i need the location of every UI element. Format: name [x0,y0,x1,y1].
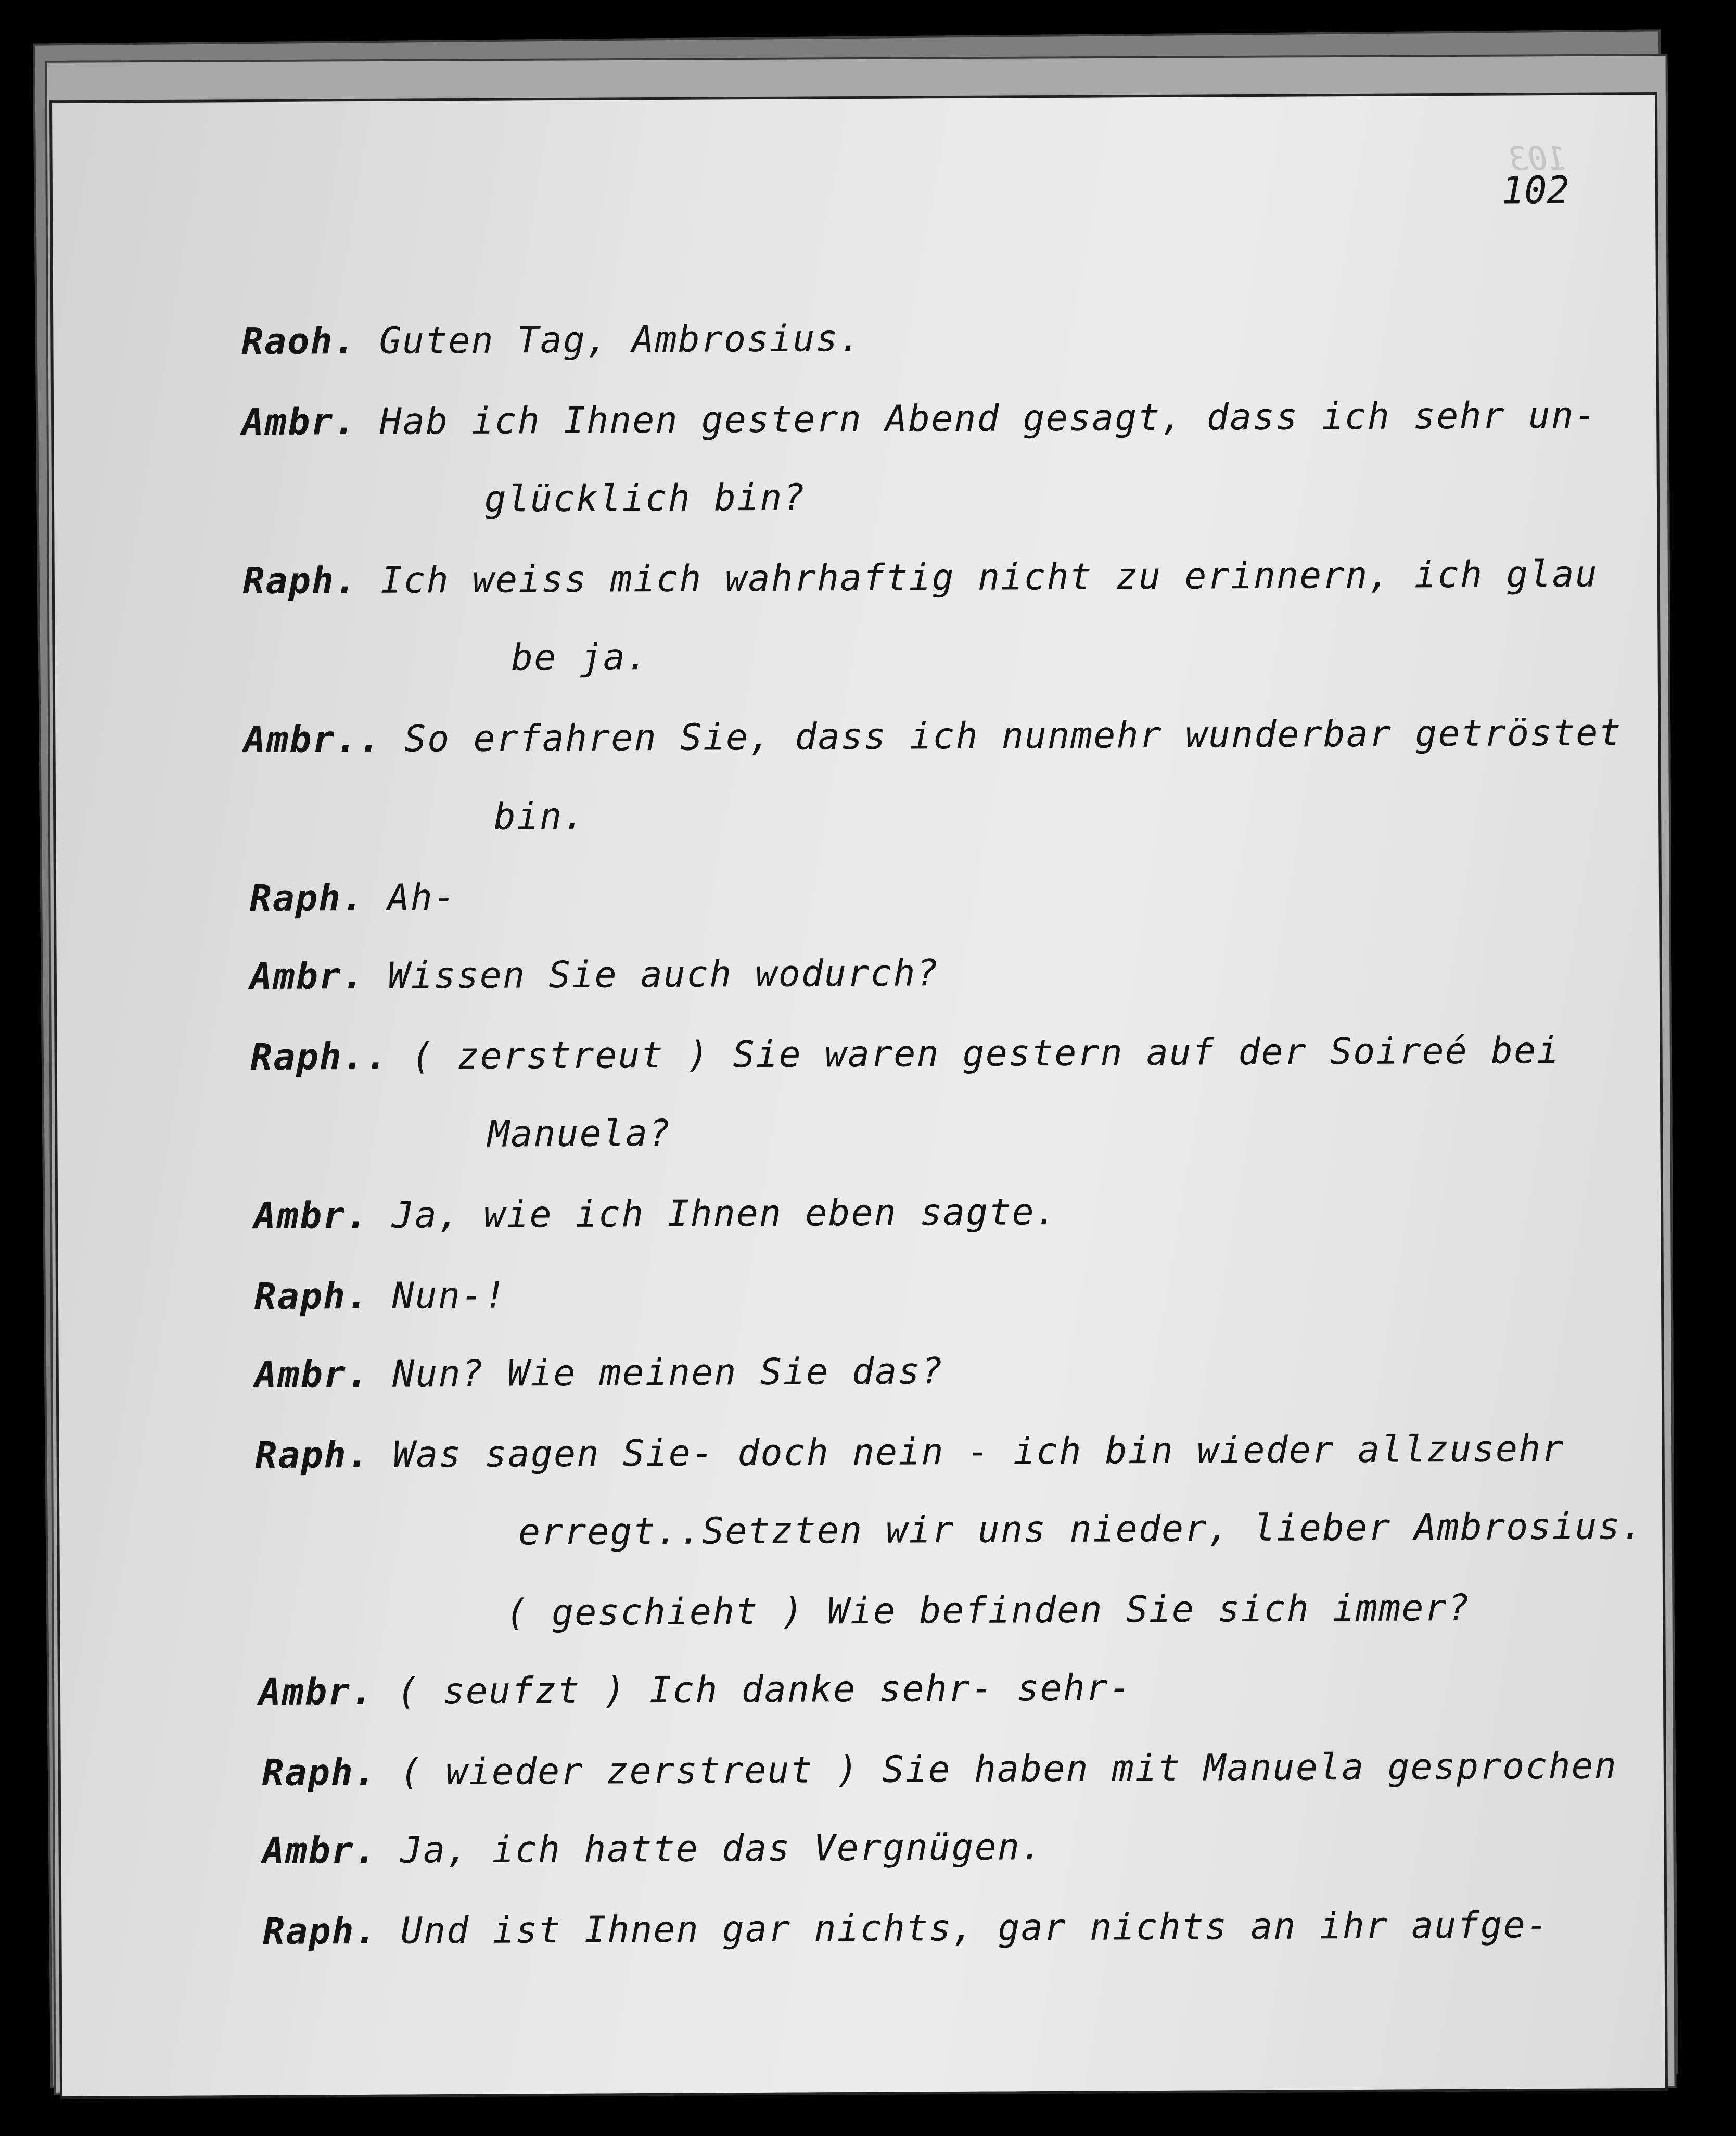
line-text: So erfahren Sie, dass ich nunmehr wunderbar getröstet [404,711,1622,760]
line-text: Manuela? [487,1111,672,1155]
speaker-label: Raph. [254,1433,371,1477]
line-text: Nun? Wie meinen Sie das? [392,1350,944,1395]
speaker-label: Raoh. [241,320,356,363]
speaker-label: Raph. [249,876,365,920]
line-text: be ja. [510,635,649,679]
line-text: bin. [493,794,586,838]
line-text: Wissen Sie auch wodurch? [388,951,939,997]
speaker-label: Raph.. [250,1035,389,1079]
line-text: Ja, ich hatte das Vergnügen. [400,1825,1044,1872]
speaker-label: Raph. [262,1909,378,1953]
line-text: Ah- [387,876,457,919]
speaker-label: Ambr. [259,1670,374,1714]
speaker-label: Ambr.. [243,717,382,761]
line-text: ( seufzt ) Ich danke sehr- sehr- [397,1666,1132,1713]
dialogue-line-2 [150,361,1598,478]
speaker-label: Ambr. [241,400,357,444]
bleed-through-page-number: 103 [1508,139,1567,178]
speaker-label: Ambr. [250,954,365,998]
page-number: 102 [1501,168,1570,212]
dialogue-line-21 [171,1870,1550,1987]
speaker-label: Raph. [262,1750,377,1795]
line-text: ( zerstreut ) Sie waren gestern auf der Soireé bei [411,1028,1560,1078]
speaker-label: Ambr. [254,1352,370,1396]
typewritten-page [49,92,1668,2099]
line-text: Guten Tag, Ambrosius. [379,316,862,362]
speaker-label: Raph. [254,1274,369,1318]
dialogue-line-10 [158,996,1560,1112]
line-text: erregt..Setzten wir uns nieder, lieber Ambrosius. [518,1505,1644,1554]
line-text: Ja, wie ich Ihnen eben sagte. [391,1190,1058,1237]
line-text: ( geschieht ) Wie befinden Sie sich immer? [505,1586,1471,1634]
line-text: Was sagen Sie- doch nein - ich bin wieder allzusehr [392,1427,1565,1476]
speaker-label: Ambr. [253,1193,369,1238]
line-text: ( wieder zerstreut ) Sie haben mit Manuela gesprochen [400,1744,1618,1794]
speaker-label: Ambr. [262,1828,378,1873]
line-text: Nun-! [392,1274,507,1317]
line-text: Und ist Ihnen gar nichts, gar nichts an ihr aufge- [400,1903,1550,1952]
line-text: Ich weiss mich wahrhaftig nicht zu erinnern, ich glau [380,552,1599,602]
line-text: glücklich bin? [484,476,806,520]
speaker-label: Raph. [242,559,358,603]
dialogue-line-4 [150,519,1598,637]
line-text: Hab ich Ihnen gestern Abend gesagt, dass ich sehr un- [379,393,1598,443]
dialogue-line-6 [151,678,1622,795]
